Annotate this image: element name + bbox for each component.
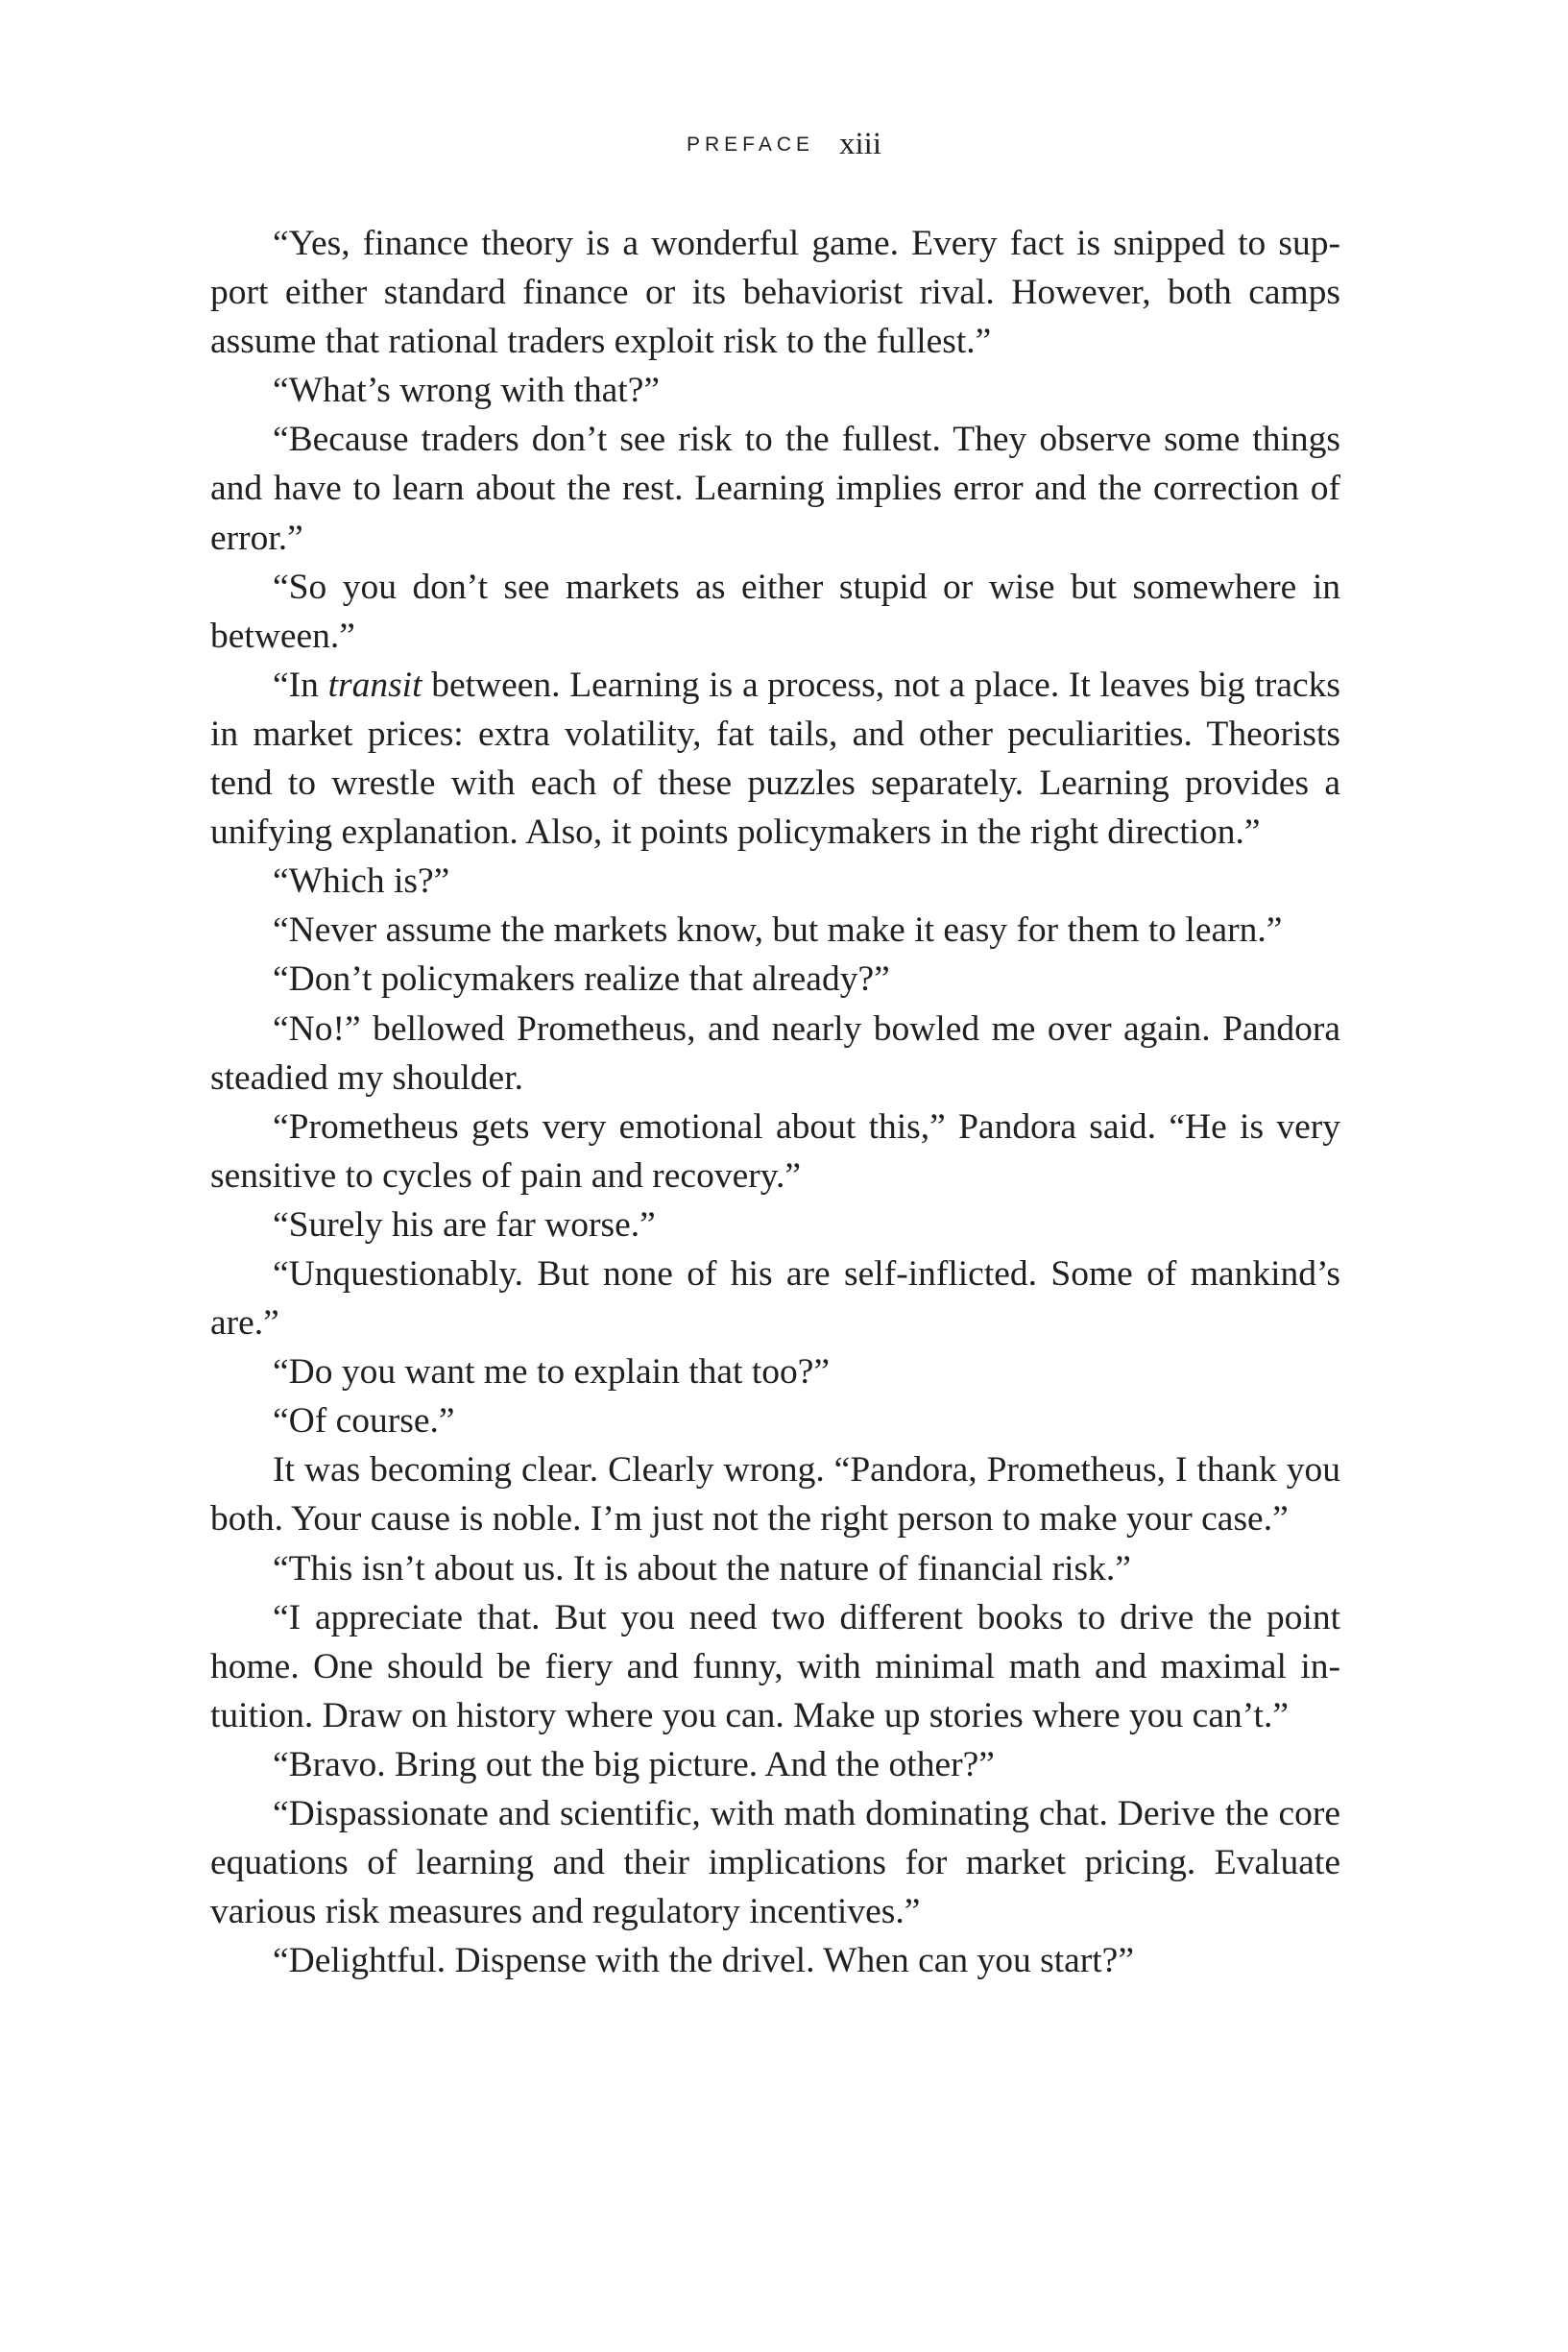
paragraph: “Unquestionably. But none of his are self-inflicted. Some of mankind’s are.”: [210, 1253, 1340, 1344]
page-number: xiii: [839, 127, 882, 161]
paragraph: “Of course.”: [273, 1401, 455, 1442]
paragraph: “This isn’t about us. It is about the nature of financial risk.”: [273, 1548, 1131, 1588]
paragraph: “Bravo. Bring out the big picture. And the other?”: [273, 1744, 995, 1784]
paragraph: “Delightful. Dispense with the drivel. When can you start?”: [273, 1941, 1134, 1981]
emphasized-word: transit: [327, 665, 422, 705]
running-head-label: PREFACE: [686, 133, 814, 156]
paragraph: It was becoming clear. Clearly wrong. “Pandora, Prometheus, I thank you both. Your cause is noble. I’m just not the right person to make your case.”: [210, 1450, 1340, 1540]
paragraph: “Because traders don’t see risk to the fullest. They observe some things and have to learn about the rest. Learning implies error and the correction of error.”: [210, 420, 1340, 558]
paragraph: “Dispassionate and scientific, with math dominating chat. Derive the core equations of learning and their implications for market pricing. Evaluate various risk measures and regulatory incentives.”: [210, 1794, 1340, 1932]
paragraph: [210, 661, 1340, 857]
paragraph-text: “In: [273, 665, 328, 705]
paragraph: “So you don’t see markets as either stupid or wise but somewhere in between.”: [210, 567, 1340, 656]
paragraph: “I appreciate that. But you need two different books to drive the point home. One should be fiery and funny, with minimal math and maximal intuition. Draw on history where you can. Make up stories where you can’t.”: [210, 1597, 1340, 1735]
paragraph: “What’s wrong with that?”: [273, 371, 660, 411]
paragraph: “No!” bellowed Prometheus, and nearly bowled me over again. Pandora steadied my shoulder.: [210, 1008, 1340, 1098]
paragraph-text: between. Learning is a process, not a place. It leaves big tracks in market prices: extra volatility, fat tails, and other peculiarities. Theorists tend to wrestle with each of these puzzles separately. Learning provides a unifying explanation. Also, it points policymakers in the right direction.”: [210, 665, 1340, 853]
paragraph: “Surely his are far worse.”: [273, 1204, 656, 1245]
paragraph: “Don’t policymakers realize that already?”: [273, 959, 890, 1000]
body-text: [210, 219, 1340, 1985]
paragraph: “Prometheus gets very emotional about this,” Pandora said. “He is very sensitive to cycles of pain and recovery.”: [210, 1106, 1340, 1196]
paragraph: “Do you want me to explain that too?”: [273, 1352, 831, 1393]
running-head: [0, 127, 1568, 162]
paragraph: “Yes, finance theory is a wonderful game. Every fact is snipped to support either standard finance or its behaviorist rival. However, both camps assume that rational traders exploit risk to the fullest.”: [210, 224, 1340, 362]
paragraph: “Never assume the markets know, but make it easy for them to learn.”: [273, 910, 1283, 951]
paragraph: “Which is?”: [273, 861, 450, 902]
